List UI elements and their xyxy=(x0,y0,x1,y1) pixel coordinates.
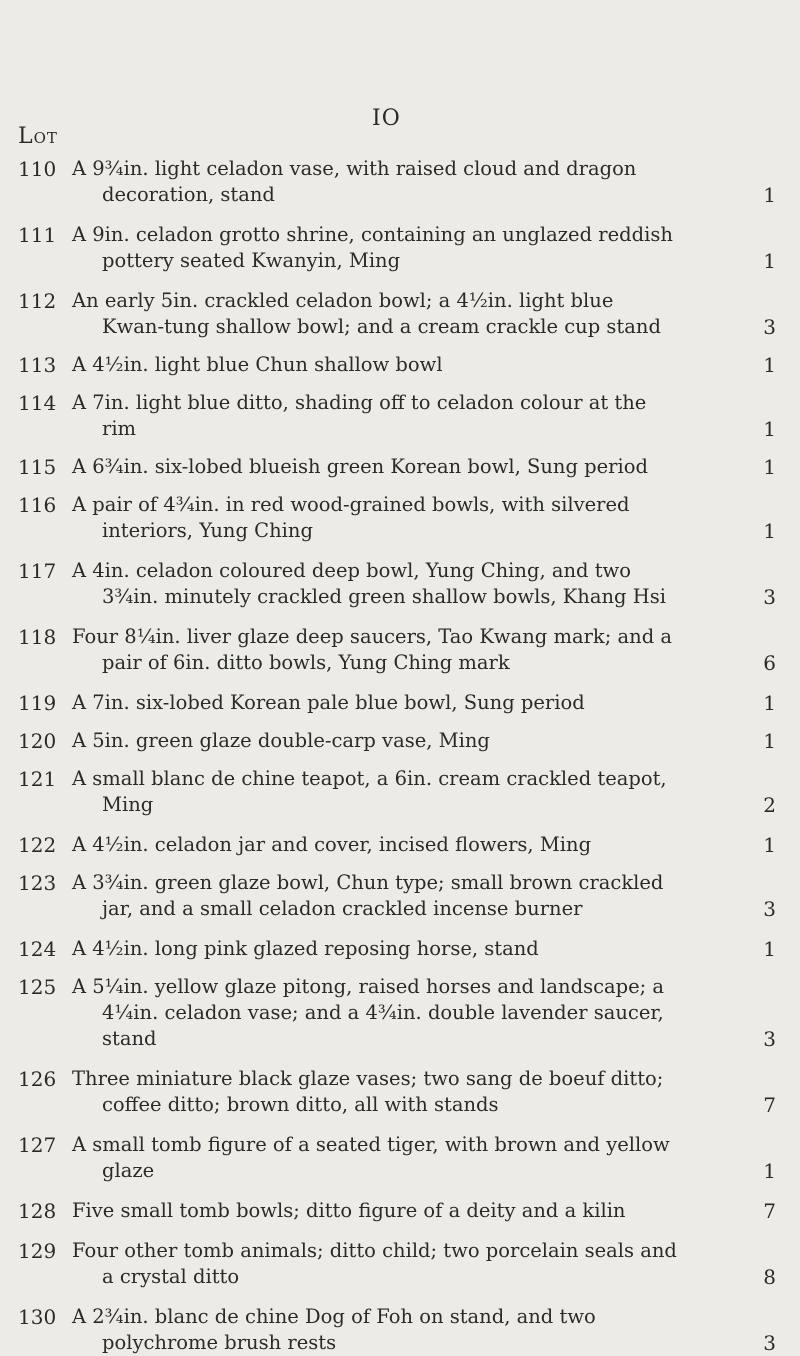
lot-entry xyxy=(0,624,800,676)
lot-list xyxy=(0,156,800,1356)
lot-quantity: 1 xyxy=(763,249,776,273)
lot-quantity: 8 xyxy=(763,1265,776,1289)
lot-quantity: 1 xyxy=(763,729,776,753)
lot-description xyxy=(72,288,680,340)
lot-entry xyxy=(0,352,800,378)
lot-quantity: 3 xyxy=(763,585,776,609)
lot-description xyxy=(72,390,680,442)
lot-number: 128 xyxy=(18,1199,57,1223)
lot-entry xyxy=(0,1198,800,1224)
lot-description-text: A 7in. six-lobed Korean pale blue bowl, Sung period xyxy=(72,691,585,714)
lot-description-text: A 5in. green glaze double-carp vase, Ming xyxy=(72,729,490,752)
lot-description-text: A 7in. light blue ditto, shading off to celadon colour at the rim xyxy=(72,391,647,440)
lot-quantity: 3 xyxy=(763,315,776,339)
lot-entry xyxy=(0,766,800,818)
lot-quantity: 7 xyxy=(763,1093,776,1117)
lot-description-text: Four other tomb animals; ditto child; two porcelain seals and a crystal ditto xyxy=(72,1239,677,1288)
lot-entry xyxy=(0,1132,800,1184)
lot-description xyxy=(72,624,680,676)
lot-description xyxy=(72,690,680,716)
lot-quantity: 1 xyxy=(763,1159,776,1183)
lot-entry xyxy=(0,936,800,962)
lot-description-text: A pair of 4¾in. in red wood-grained bowls, with silvered interiors, Yung Ching xyxy=(72,493,630,542)
lot-entry xyxy=(0,1304,800,1356)
lot-description xyxy=(72,1066,680,1118)
lot-entry xyxy=(0,390,800,442)
lot-number: 122 xyxy=(18,833,57,857)
lot-description xyxy=(72,1132,680,1184)
lot-description xyxy=(72,1198,680,1224)
lot-description xyxy=(72,870,680,922)
lot-entry xyxy=(0,222,800,274)
lot-description xyxy=(72,728,680,754)
lot-quantity: 3 xyxy=(763,1331,776,1355)
lot-description-text: Four 8¼in. liver glaze deep saucers, Tao Kwang mark; and a pair of 6in. ditto bowls, Yung Ching mark xyxy=(72,625,673,674)
lot-quantity: 3 xyxy=(763,897,776,921)
lot-number: 129 xyxy=(18,1239,57,1263)
lot-quantity: 7 xyxy=(763,1199,776,1223)
lot-description xyxy=(72,558,680,610)
lot-quantity: 1 xyxy=(763,519,776,543)
lot-description xyxy=(72,156,680,208)
lot-number: 110 xyxy=(18,157,57,181)
lot-description-text: A 5¼in. yellow glaze pitong, raised horses and landscape; a 4¼in. celadon vase; and a 4¾in. double lavender saucer, stand xyxy=(72,975,665,1050)
lot-description-text: A small tomb figure of a seated tiger, with brown and yellow glaze xyxy=(72,1133,670,1182)
lot-description-text: A 6¾in. six-lobed blueish green Korean bowl, Sung period xyxy=(72,455,648,478)
lot-description-text: A 4½in. long pink glazed reposing horse, stand xyxy=(72,937,539,960)
lot-entry xyxy=(0,156,800,208)
lot-entry xyxy=(0,690,800,716)
lot-number: 116 xyxy=(18,493,57,517)
lot-description-text: A small blanc de chine teapot, a 6in. cream crackled teapot, Ming xyxy=(72,767,667,816)
lot-description-text: A 4½in. light blue Chun shallow bowl xyxy=(72,353,443,376)
lot-entry xyxy=(0,558,800,610)
lot-description xyxy=(72,766,680,818)
lot-description xyxy=(72,492,680,544)
lot-number: 118 xyxy=(18,625,57,649)
lot-description xyxy=(72,974,680,1052)
lot-number: 126 xyxy=(18,1067,57,1091)
lot-entry xyxy=(0,1238,800,1290)
lot-description-text: A 3¾in. green glaze bowl, Chun type; small brown crackled jar, and a small celadon crackled incense burner xyxy=(72,871,664,920)
lot-entry xyxy=(0,974,800,1052)
lot-number: 130 xyxy=(18,1305,57,1329)
lot-description-text: A 4in. celadon coloured deep bowl, Yung Ching, and two 3¾in. minutely crackled green shallow bowls, Khang Hsi xyxy=(72,559,666,608)
lot-number: 121 xyxy=(18,767,57,791)
lot-description xyxy=(72,936,680,962)
lot-entry xyxy=(0,832,800,858)
lot-description-text: A 2¾in. blanc de chine Dog of Foh on stand, and two polychrome brush rests xyxy=(72,1305,596,1354)
lot-number: 117 xyxy=(18,559,57,583)
lot-entry xyxy=(0,454,800,480)
lot-number: 112 xyxy=(18,289,57,313)
lot-quantity: 1 xyxy=(763,417,776,441)
lot-entry xyxy=(0,288,800,340)
lot-number: 111 xyxy=(18,223,57,247)
lot-description xyxy=(72,1304,680,1356)
lot-description xyxy=(72,832,680,858)
lot-description xyxy=(72,222,680,274)
lot-description-text: Five small tomb bowls; ditto figure of a deity and a kilin xyxy=(72,1199,626,1222)
lot-entry xyxy=(0,492,800,544)
lot-number: 120 xyxy=(18,729,57,753)
lot-quantity: 1 xyxy=(763,353,776,377)
lot-quantity: 1 xyxy=(763,455,776,479)
lot-number: 127 xyxy=(18,1133,57,1157)
lot-entry xyxy=(0,728,800,754)
lot-description xyxy=(72,352,680,378)
page-number: IO xyxy=(372,106,401,131)
lot-quantity: 1 xyxy=(763,937,776,961)
lot-entry xyxy=(0,1066,800,1118)
lot-quantity: 1 xyxy=(763,691,776,715)
lot-number: 114 xyxy=(18,391,57,415)
lot-quantity: 3 xyxy=(763,1027,776,1051)
lot-number: 113 xyxy=(18,353,57,377)
lot-description xyxy=(72,1238,680,1290)
lot-description-text: A 9¾in. light celadon vase, with raised cloud and dragon decoration, stand xyxy=(72,157,637,206)
lot-quantity: 1 xyxy=(763,833,776,857)
lot-number: 123 xyxy=(18,871,57,895)
lot-quantity: 2 xyxy=(763,793,776,817)
lot-number: 125 xyxy=(18,975,57,999)
lot-description-text: A 9in. celadon grotto shrine, containing an unglazed reddish pottery seated Kwanyin, Ming xyxy=(72,223,673,272)
lot-entry xyxy=(0,870,800,922)
lot-description-text: A 4½in. celadon jar and cover, incised flowers, Ming xyxy=(72,833,592,856)
lot-quantity: 6 xyxy=(763,651,776,675)
lot-description-text: An early 5in. crackled celadon bowl; a 4½in. light blue Kwan-tung shallow bowl; and a cream crackle cup stand xyxy=(72,289,661,338)
lot-number: 115 xyxy=(18,455,57,479)
lot-description xyxy=(72,454,680,480)
lot-description-text: Three miniature black glaze vases; two sang de boeuf ditto; coffee ditto; brown ditto, all with stands xyxy=(72,1067,664,1116)
lot-number: 119 xyxy=(18,691,57,715)
lot-column-header: Lot xyxy=(18,124,58,149)
lot-number: 124 xyxy=(18,937,57,961)
lot-quantity: 1 xyxy=(763,183,776,207)
